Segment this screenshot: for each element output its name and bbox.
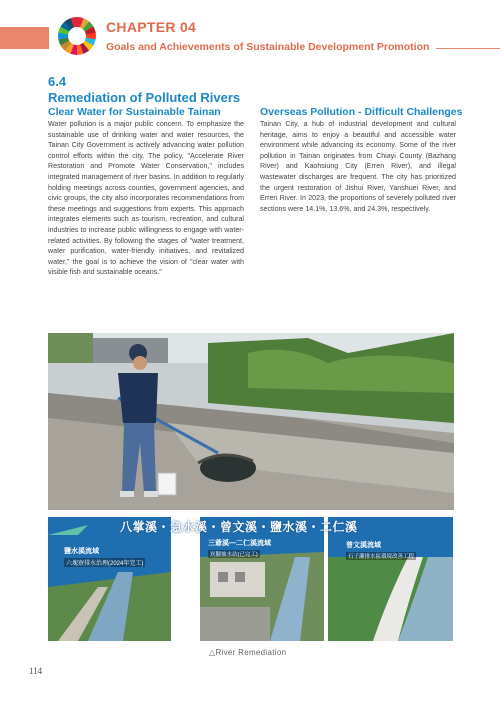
panel-sanye-erren (200, 517, 324, 641)
right-subtitle: Overseas Pollution - Difficult Challenges (260, 106, 463, 118)
header-tab-accent (0, 27, 49, 49)
panel-1-sub: 六塊寮排水治理(2024年完工) (64, 558, 145, 567)
chapter-number: CHAPTER 04 (106, 19, 197, 35)
panel-3-label: 曾文溪流域 (346, 542, 381, 549)
banner-river-names: 八掌溪・急水溪・曾文溪・鹽水溪・二仁溪 (120, 520, 358, 534)
header-divider (436, 48, 500, 49)
right-body-text: Tainan City, a hub of industrial development and cultural heritage, aims to enjoy a beautiful and accessible water environment while advancing its economy. Some of the river pollution in Tainan originates from Chiayi County (Bazhang River) and Kaohsiung City (Erren River), and illegal wastewater discharges are frequent. The city has prioritized the urgent restoration of Jishui River, Yanshuei River, and Erren River. In 2023, the proportions of severely polluted river sections were 14.1%, 13.6%, and 24.3%, respectively. (260, 120, 456, 213)
left-subtitle: Clear Water for Sustainable Tainan (48, 106, 221, 118)
panel-2-label: 三爺溪—二仁溪流域 (208, 540, 271, 547)
panel-zengwen (328, 517, 453, 641)
panel-1-label: 鹽水溪流域 (64, 548, 99, 555)
river-sampling-photo (48, 333, 454, 510)
chapter-title: Goals and Achievements of Sustainable Development Promotion (106, 41, 430, 53)
section-number: 6.4 (48, 74, 67, 89)
figure-caption: △River Remediation (209, 648, 287, 657)
section-title: Remediation of Polluted Rivers (48, 90, 241, 105)
left-body-text: Water pollution is a major public concern. To emphasize the sustainable use of drinking water and water resources, the Tainan City Government is actively advancing water pollution control efforts within the city. The policy, "Accelerate River Restoration and Promote Water Conservation," includes integrated management of river basins. In addition to regularly holding meetings across counties, government agencies, and civic groups, the city also incorporates recommendations from these meetings and suggestions from experts. This approach integrates elements such as tourism, recreation, and cultural industries to increase public willingness to engage with water-related activities. By following the stages of "water treatment, water purification, water-friendly initiatives, and revitalized water," the goal is to achieve the vision of "clear water with visible fish and sustainable oceans." (48, 120, 244, 277)
panel-3-sub: 石子瀨排水區環境改善工程 (348, 554, 415, 560)
page-number: 114 (29, 666, 43, 676)
sdg-wheel-icon (58, 17, 96, 55)
panel-yanshui (48, 517, 171, 641)
panel-2-sub: 崁腳抽水站(已完工) (210, 552, 258, 558)
